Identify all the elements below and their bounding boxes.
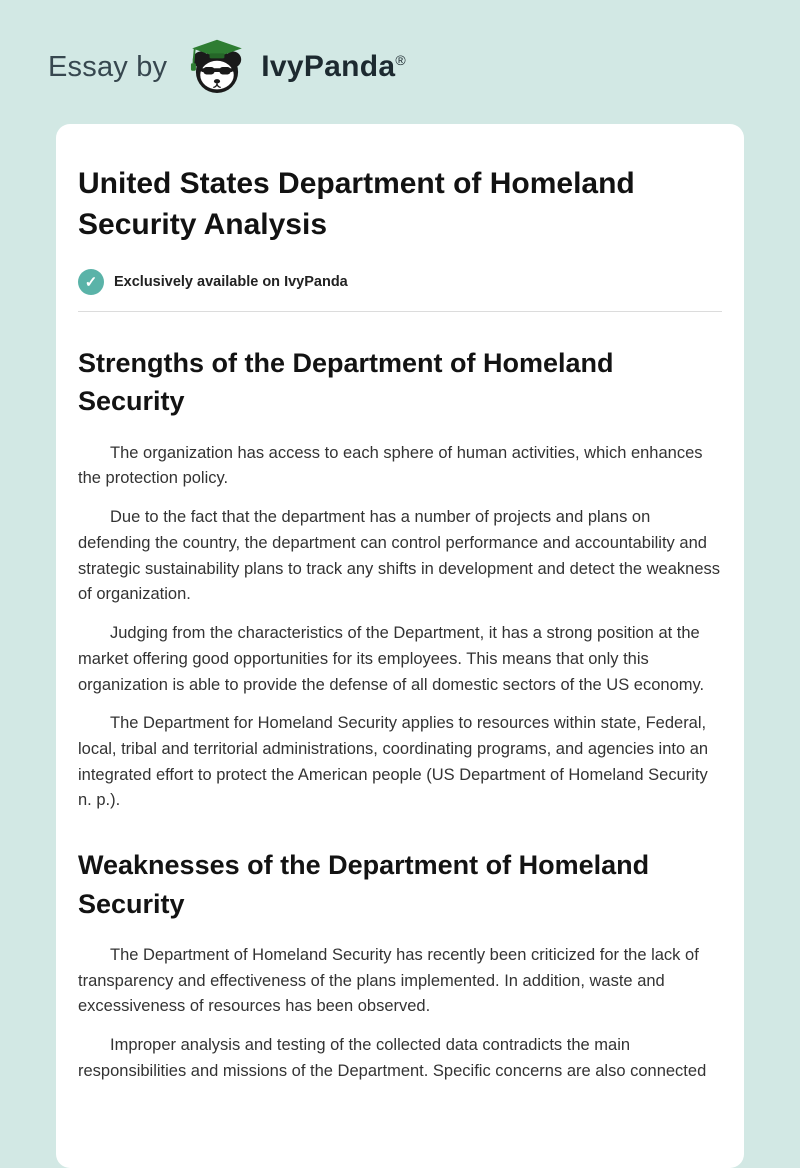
essay-card: [56, 124, 744, 1168]
paragraph: The Department for Homeland Security applies to resources within state, Federal, local, tribal and territorial administrations, coordinating programs, and agencies into an integrated effort to protect the American people (US Department of Homeland Security n. p.).: [78, 714, 709, 810]
paragraph: The Department of Homeland Security has recently been criticized for the lack of transparency and effectiveness of the plans implemented. In addition, waste and excessiveness of resources has been observed.: [78, 945, 699, 1016]
paragraph: Judging from the characteristics of the Department, it has a strong position at the market offering good opportunities for its employees. This means that only this organization is able to provide the defense of all domestic sectors of the US economy.: [78, 624, 705, 694]
check-icon: ✓: [78, 269, 104, 295]
brand-name: IvyPanda®: [261, 50, 407, 83]
paragraph: The organization has access to each sphere of human activities, which enhances the protection policy.: [78, 443, 703, 488]
section-heading-weaknesses: Weaknesses of the Department of Homeland Security: [78, 850, 650, 919]
availability-badge: [78, 269, 722, 312]
paragraph: Due to the fact that the department has a number of projects and plans on defending the country, the department can control performance and accountability and strategic sustainability plans to track any shifts in development and detect the weakness of organization.: [78, 508, 721, 604]
page-header: [0, 0, 800, 124]
availability-badge-label: Exclusively available on IvyPanda: [114, 274, 348, 290]
essay-by-label: Essay by: [48, 50, 168, 83]
paragraph: Improper analysis and testing of the collected data contradicts the main responsibilities and missions of the Department. Specific concerns are also connected: [78, 1036, 707, 1080]
ivypanda-logo[interactable]: [183, 36, 406, 98]
registered-mark: ®: [395, 52, 407, 68]
section-heading-strengths: Strengths of the Department of Homeland Security: [78, 348, 614, 417]
essay-title: United States Department of Homeland Security Analysis: [78, 167, 635, 241]
panda-graduate-icon: [183, 36, 251, 98]
